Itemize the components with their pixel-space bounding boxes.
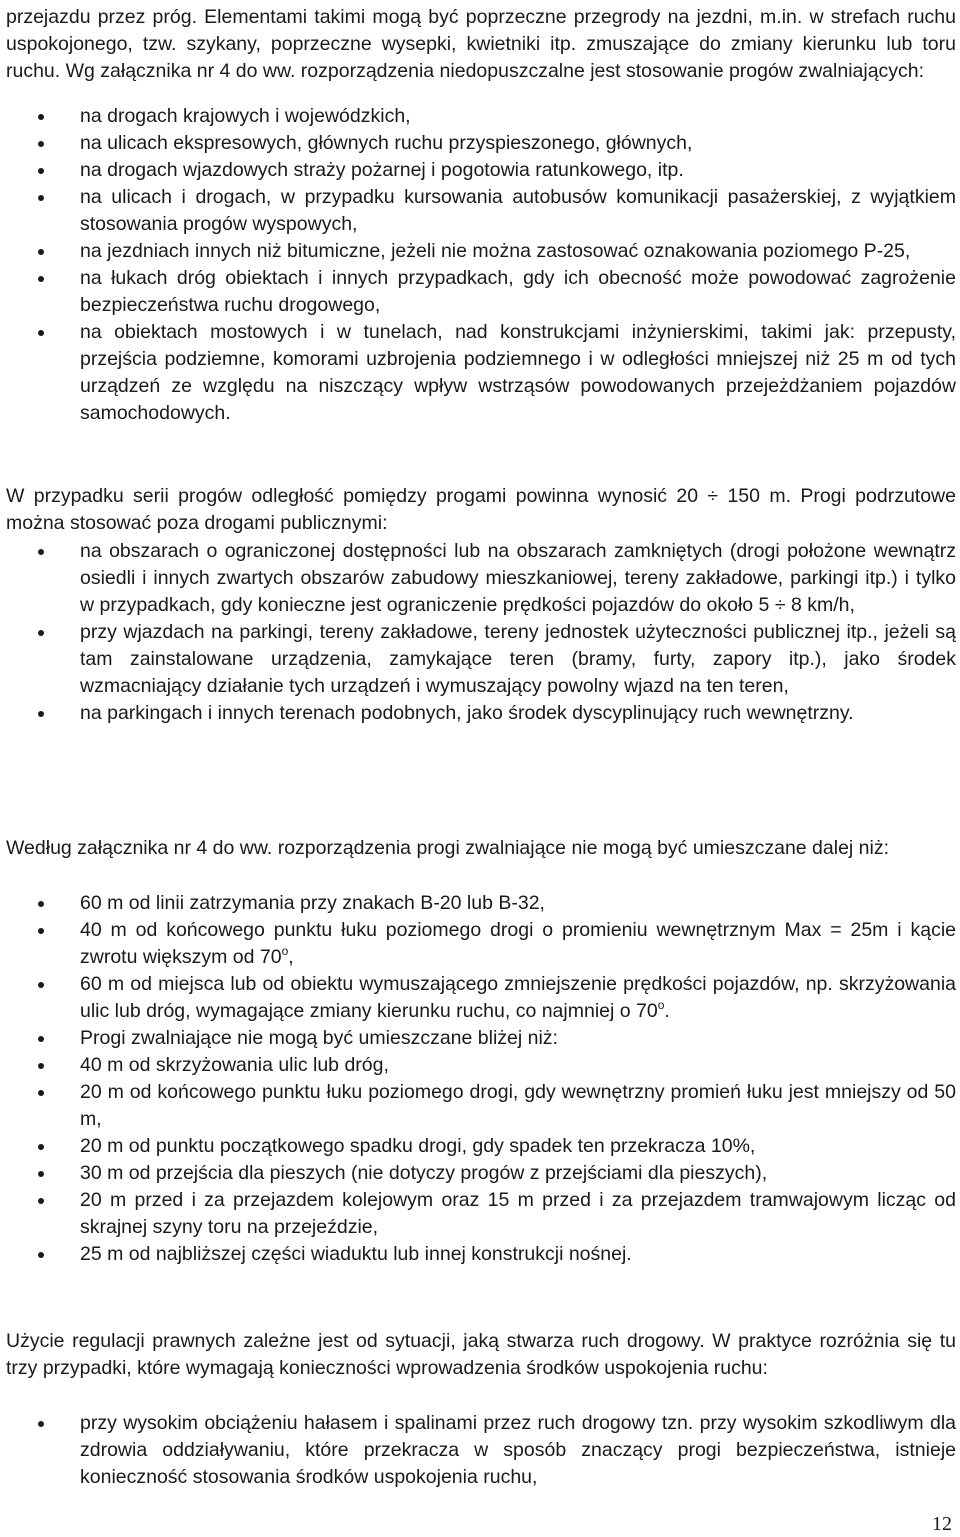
list-item bbox=[0, 1079, 956, 1133]
list-item bbox=[0, 700, 956, 727]
list-item-text: na obiektach mostowych i w tunelach, nad konstrukcjami inżynierskimi, takimi jak: przepusty, przejścia podziemne, komorami uzbrojenia podziemnego i w odległości mniejszej niż 25 m od tych urządzeń ze względu na niszczący wpływ wstrząsów powodowanych przejeżdżaniem pojazdów samochodowych. bbox=[80, 321, 956, 424]
list-item bbox=[0, 971, 956, 1025]
degree-superscript: o bbox=[281, 944, 289, 958]
bullet-icon bbox=[38, 630, 44, 636]
list-item bbox=[0, 1133, 956, 1160]
list-item-text: 20 m od punktu początkowego spadku drogi, gdy spadek ten przekracza 10%, bbox=[80, 1135, 756, 1157]
bullet-icon bbox=[38, 195, 44, 201]
list-item bbox=[0, 265, 956, 319]
list-item bbox=[0, 619, 956, 700]
list-item-text: 30 m od przejścia dla pieszych (nie dotyczy progów z przejściami dla pieszych), bbox=[80, 1162, 768, 1184]
traffic-calming-cases-list bbox=[0, 1410, 956, 1491]
speed-bump-usage-list bbox=[0, 538, 956, 727]
bullet-icon bbox=[38, 928, 44, 934]
list-item bbox=[0, 1052, 956, 1079]
list-item-text: 20 m od końcowego punktu łuku poziomego drogi, gdy wewnętrzny promień łuku jest mniejszy od 50 m, bbox=[80, 1081, 956, 1130]
bullet-icon bbox=[38, 1036, 44, 1042]
list-item-text: na ulicach i drogach, w przypadku kursowania autobusów komunikacji pasażerskiej, z wyjątkiem stosowania progów wyspowych, bbox=[80, 186, 956, 235]
bullet-icon bbox=[38, 1090, 44, 1096]
bullet-icon bbox=[38, 1063, 44, 1069]
bullet-icon bbox=[38, 1171, 44, 1177]
list-item bbox=[0, 1025, 956, 1052]
list-item-text: 60 m od linii zatrzymania przy znakach B-20 lub B-32, bbox=[80, 892, 545, 914]
list-item-text: 20 m przed i za przejazdem kolejowym oraz 15 m przed i za przejazdem tramwajowym licząc od skrajnej szyny toru na przejeździe, bbox=[80, 1189, 956, 1238]
list-item-punctuation: . bbox=[664, 1000, 670, 1022]
list-item bbox=[0, 890, 956, 917]
list-item-text: przy wjazdach na parkingi, tereny zakładowe, tereny jednostek użyteczności publicznej itp., jeżeli są tam zainstalowane urządzenia, zamykające teren (bramy, furty, zapory itp.), jako środek wzmacniający działanie tych urządzeń i wymuszający powolny wjazd na ten teren, bbox=[80, 621, 956, 697]
third-paragraph: Według załącznika nr 4 do ww. rozporządzenia progi zwalniające nie mogą być umieszczane dalej niż: bbox=[6, 837, 890, 859]
bullet-icon bbox=[38, 1198, 44, 1204]
prohibited-locations-list bbox=[0, 103, 956, 427]
list-item bbox=[0, 1241, 956, 1268]
list-item-text: 40 m od końcowego punktu łuku poziomego drogi o promieniu wewnętrznym Max = 25m i kącie zwrotu większym od 70 bbox=[80, 919, 956, 968]
list-item bbox=[0, 1187, 956, 1241]
bullet-icon bbox=[38, 1252, 44, 1258]
bullet-icon bbox=[38, 330, 44, 336]
list-item-punctuation: , bbox=[288, 946, 294, 968]
bullet-icon bbox=[38, 982, 44, 988]
intro-paragraph: przejazdu przez próg. Elementami takimi mogą być poprzeczne przegrody na jezdni, m.in. w strefach ruchu uspokojonego, tzw. szykany, poprzeczne wysepki, kwietniki itp. zmuszające do zmiany kierunku lub toru ruchu. Wg załącznika nr 4 do ww. rozporządzenia niedopuszczalne jest stosowanie progów zwalniających: bbox=[6, 6, 956, 82]
bullet-icon bbox=[38, 249, 44, 255]
bullet-icon bbox=[38, 711, 44, 717]
list-item bbox=[0, 184, 956, 238]
distance-rules-list bbox=[0, 890, 956, 1268]
bullet-icon bbox=[38, 141, 44, 147]
list-item-text: 25 m od najbliższej części wiaduktu lub innej konstrukcji nośnej. bbox=[80, 1243, 632, 1265]
list-item bbox=[0, 538, 956, 619]
page-number: 12 bbox=[932, 1513, 952, 1535]
list-item-text: 60 m od miejsca lub od obiektu wymuszającego zmniejszenie prędkości pojazdów, np. skrzyżowania ulic lub dróg, wymagające zmiany kierunku ruchu, co najmniej o 70 bbox=[80, 973, 956, 1022]
list-item bbox=[0, 157, 956, 184]
bullet-icon bbox=[38, 114, 44, 120]
list-item bbox=[0, 130, 956, 157]
bullet-icon bbox=[38, 276, 44, 282]
bullet-icon bbox=[38, 168, 44, 174]
list-item-text: przy wysokim obciążeniu hałasem i spalinami przez ruch drogowy tzn. przy wysokim szkodliwym dla zdrowia oddziaływaniu, które przekracza w sposób znaczący progi bezpieczeństwa, istnieje konieczność stosowania środków uspokojenia ruchu, bbox=[80, 1412, 956, 1488]
list-item-text: na łukach dróg obiektach i innych przypadkach, gdy ich obecność może powodować zagrożenie bezpieczeństwa ruchu drogowego, bbox=[80, 267, 956, 316]
list-item bbox=[0, 103, 956, 130]
degree-superscript: o bbox=[657, 998, 665, 1012]
list-item bbox=[0, 319, 956, 427]
list-item-text: na jezdniach innych niż bitumiczne, jeżeli nie można zastosować oznakowania poziomego P-25, bbox=[80, 240, 911, 262]
list-item-text: na drogach wjazdowych straży pożarnej i pogotowia ratunkowego, itp. bbox=[80, 159, 684, 181]
list-item bbox=[0, 238, 956, 265]
second-paragraph: W przypadku serii progów odległość pomiędzy progami powinna wynosić 20 ÷ 150 m. Progi podrzutowe można stosować poza drogami publicznymi: bbox=[6, 485, 956, 534]
bullet-icon bbox=[38, 549, 44, 555]
list-item bbox=[0, 1160, 956, 1187]
bullet-icon bbox=[38, 1144, 44, 1150]
list-item bbox=[0, 917, 956, 971]
list-item-text: Progi zwalniające nie mogą być umieszczane bliżej niż: bbox=[80, 1027, 558, 1049]
fourth-paragraph: Użycie regulacji prawnych zależne jest od sytuacji, jaką stwarza ruch drogowy. W praktyce rozróżnia się tu trzy przypadki, które wymagają konieczności wprowadzenia środków uspokojenia ruchu: bbox=[6, 1330, 956, 1379]
bullet-icon bbox=[38, 1421, 44, 1427]
list-item-text: 40 m od skrzyżowania ulic lub dróg, bbox=[80, 1054, 389, 1076]
list-item-text: na parkingach i innych terenach podobnych, jako środek dyscyplinujący ruch wewnętrzny. bbox=[80, 702, 854, 724]
list-item-text: na drogach krajowych i wojewódzkich, bbox=[80, 105, 411, 127]
list-item-text: na ulicach ekspresowych, głównych ruchu przyspieszonego, głównych, bbox=[80, 132, 693, 154]
list-item-text: na obszarach o ograniczonej dostępności lub na obszarach zamkniętych (drogi położone wewnątrz osiedli i innych zwartych obszarów zabudowy mieszkaniowej, tereny zakładowe, parkingi itp.) i tylko w przypadkach, gdy konieczne jest ograniczenie prędkości pojazdów do około 5 ÷ 8 km/h, bbox=[80, 540, 956, 616]
list-item bbox=[0, 1410, 956, 1491]
bullet-icon bbox=[38, 901, 44, 907]
